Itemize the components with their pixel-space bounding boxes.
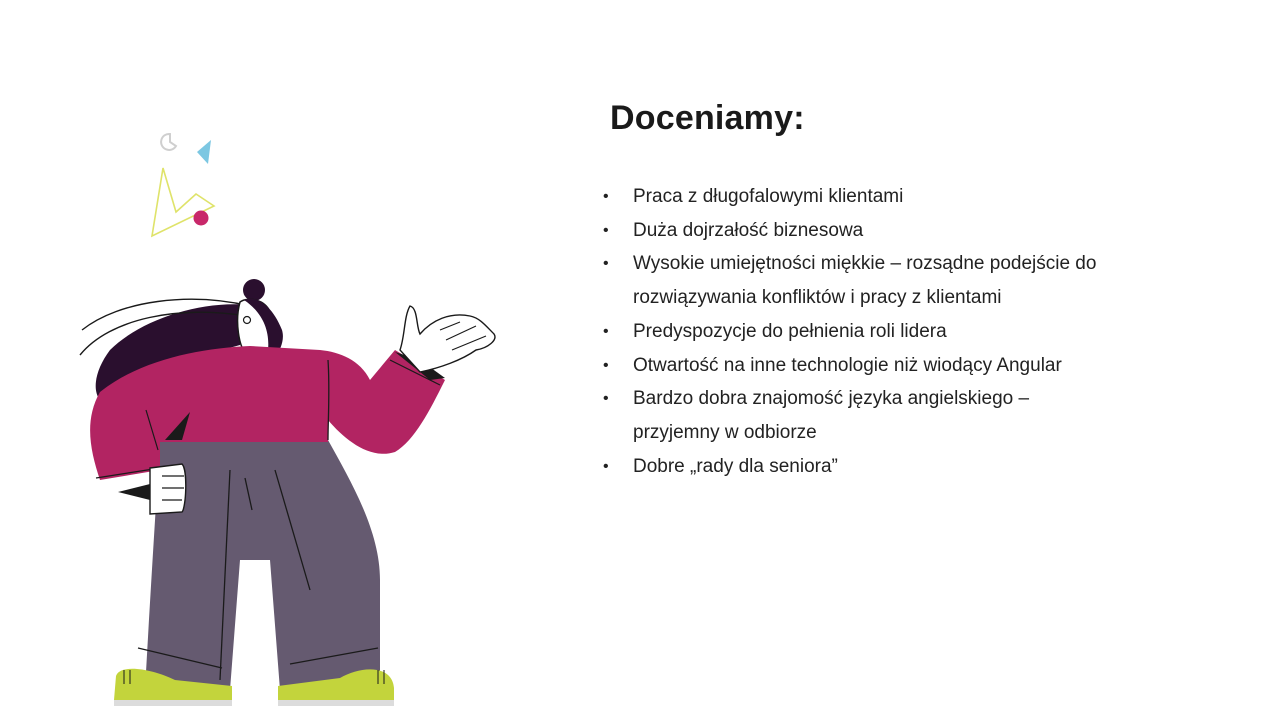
bullet-text: Bardzo dobra znajomość języka angielskiego – przyjemny w odbiorze bbox=[633, 388, 1030, 443]
decorative-shapes bbox=[152, 134, 214, 236]
shoes bbox=[114, 669, 394, 706]
bullet-item bbox=[600, 315, 1220, 349]
slide-title: Doceniamy: bbox=[610, 99, 805, 137]
bullet-icon: • bbox=[603, 255, 609, 273]
bullet-item bbox=[600, 214, 1220, 248]
bullet-icon: • bbox=[603, 188, 609, 205]
bullet-icon: • bbox=[603, 322, 609, 340]
bullet-icon: • bbox=[603, 457, 609, 475]
bullet-text: Predyspozycje do pełnienia roli lidera bbox=[633, 320, 947, 342]
content-panel bbox=[600, 96, 1220, 483]
bullet-text: Praca z długofalowymi klientami bbox=[633, 186, 904, 207]
bullet-item bbox=[600, 247, 1133, 314]
bullet-icon: • bbox=[603, 390, 609, 408]
bullet-text: Wysokie umiejętności miękkie – rozsądne podejście do rozwiązywania konfliktów i pracy z klientami bbox=[633, 253, 1097, 309]
bullet-item bbox=[600, 180, 1220, 214]
woman-presenting-illustration bbox=[70, 120, 510, 708]
bullet-icon: • bbox=[603, 221, 609, 239]
bullet-text: Duża dojrzałość biznesowa bbox=[633, 219, 864, 241]
bullet-item bbox=[600, 450, 1220, 484]
bullet-item bbox=[600, 349, 1220, 383]
bullet-text: Dobre „rady dla seniora” bbox=[633, 455, 838, 477]
bullet-icon: • bbox=[603, 356, 609, 374]
bullet-list bbox=[600, 180, 1220, 483]
bullet-item bbox=[600, 382, 1073, 449]
bullet-text: Otwartość na inne technologie niż wiodący Angular bbox=[633, 354, 1062, 376]
